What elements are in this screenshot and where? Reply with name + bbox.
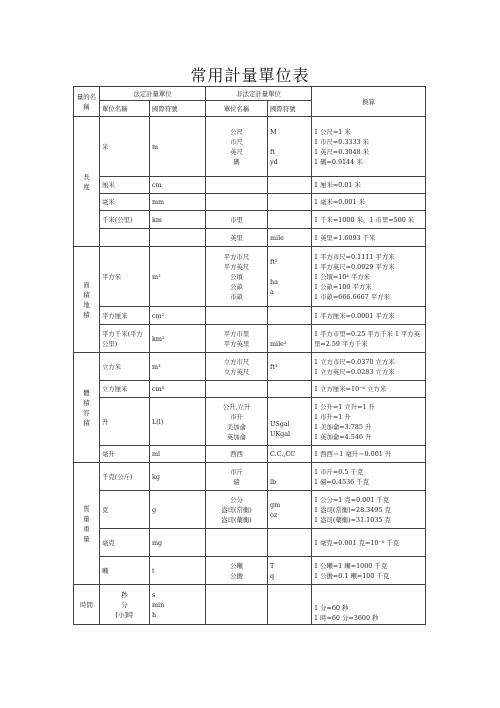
nonlegal-unit-name	[206, 529, 268, 557]
legal-unit-name: 千米(公里)	[100, 211, 150, 229]
table-row	[74, 307, 426, 325]
legal-unit-symbol	[150, 229, 206, 247]
nonlegal-unit-symbol	[268, 307, 312, 325]
nonlegal-unit-name	[206, 177, 268, 194]
header-legal-unit: 法定計量單位	[100, 87, 206, 101]
legal-unit-name: 噸	[100, 557, 150, 585]
category-area: 面積地積	[74, 247, 100, 353]
nonlegal-unit-symbol	[268, 177, 312, 194]
legal-unit-name: 平方千米(平方公里)	[100, 325, 150, 353]
header-intl-symbol-2: 國際符號	[268, 101, 312, 117]
nonlegal-unit-name: 英里	[206, 229, 268, 247]
units-table	[73, 86, 426, 625]
legal-unit-name: 毫克	[100, 529, 150, 557]
nonlegal-unit-symbol: lb	[268, 463, 312, 491]
conversion: 1 平方厘米=0.0001 平方米	[312, 307, 426, 325]
legal-unit-name: 升	[100, 398, 150, 446]
legal-unit-name: 米	[100, 117, 150, 177]
nonlegal-unit-name	[206, 381, 268, 398]
conversion: 1 平方市尺=0.1111 平方米 1 平方英尺=0.0929 平方米 1 公頃=10⁴ 平方米 1 公畝=100 平方米 1 市畝=666.6667 平方米	[312, 247, 426, 307]
table-row	[74, 325, 426, 353]
table-row	[74, 353, 426, 381]
category-length: 長度	[74, 117, 100, 247]
nonlegal-unit-symbol	[268, 211, 312, 229]
nonlegal-unit-name	[206, 585, 268, 625]
legal-unit-symbol: g	[150, 491, 206, 529]
conversion: 1 立方厘米=10⁻⁶ 立方米	[312, 381, 426, 398]
legal-unit-symbol: cm²	[150, 307, 206, 325]
legal-unit-name: 平方米	[100, 247, 150, 307]
table-row	[74, 398, 426, 446]
legal-unit-name: 厘米	[100, 177, 150, 194]
legal-unit-name: 毫升	[100, 446, 150, 463]
nonlegal-unit-name: 公尺 市尺 英尺 碼	[206, 117, 268, 177]
table-row	[74, 446, 426, 463]
legal-unit-symbol: km²	[150, 325, 206, 353]
conversion: 1 分=60 秒 1 時=60 分=3600 秒	[312, 585, 426, 625]
nonlegal-unit-symbol	[268, 585, 312, 625]
legal-unit-name: 克	[100, 491, 150, 529]
legal-unit-symbol: m²	[150, 247, 206, 307]
nonlegal-unit-name: 平方市尺 平方英尺 公頃 公畝 市畝	[206, 247, 268, 307]
legal-unit-symbol: km	[150, 211, 206, 229]
legal-unit-name	[100, 229, 150, 247]
nonlegal-unit-name: 公分 盎司(常衡) 盎司(藥衡)	[206, 491, 268, 529]
legal-unit-symbol: cm	[150, 177, 206, 194]
conversion: 1 公升=1 立升=1 升 1 市升=1 升 1 美加侖=3.785 升 1 英加侖=4.546 升	[312, 398, 426, 446]
legal-unit-symbol: s min h	[150, 585, 206, 625]
legal-unit-name: 秒 分 [小]時	[100, 585, 150, 625]
table-row	[74, 463, 426, 491]
conversion: 1 市斤=0.5 千克 1 磅=0.4536 千克	[312, 463, 426, 491]
nonlegal-unit-name: 西西	[206, 446, 268, 463]
nonlegal-unit-symbol	[268, 194, 312, 211]
nonlegal-unit-name: 公升,立升 市升 美加侖 英加侖	[206, 398, 268, 446]
nonlegal-unit-symbol: USgal UKgal	[268, 398, 312, 446]
table-row	[74, 381, 426, 398]
conversion: 1 立方市尺=0.0370 立方米 1 立方英尺=0.0283 立方米	[312, 353, 426, 381]
nonlegal-unit-name: 平方市里 平方英里	[206, 325, 268, 353]
conversion: 1 公分=1 克=0.001 千克 1 盎司(常衡)=28.3495 克 1 盎司(藥衡)=31.1035 克	[312, 491, 426, 529]
conversion: 1 厘米=0.01 米	[312, 177, 426, 194]
table-row	[74, 247, 426, 307]
conversion: 1 西西＝1 毫升＝0.001 升	[312, 446, 426, 463]
header-row	[74, 87, 426, 101]
table-row	[74, 229, 426, 247]
header-conversion: 換算	[312, 87, 426, 117]
nonlegal-unit-name: 公噸 公擔	[206, 557, 268, 585]
legal-unit-symbol: m³	[150, 353, 206, 381]
legal-unit-symbol: ml	[150, 446, 206, 463]
nonlegal-unit-symbol: ft³	[268, 353, 312, 381]
nonlegal-unit-symbol: C.C.,CC	[268, 446, 312, 463]
category-time: 時間	[74, 585, 100, 625]
nonlegal-unit-name	[206, 194, 268, 211]
nonlegal-unit-name: 立方市尺 立方英尺	[206, 353, 268, 381]
nonlegal-unit-symbol: T q	[268, 557, 312, 585]
table-row	[74, 117, 426, 177]
conversion: 1 英里=1.6093 千米	[312, 229, 426, 247]
header-quantity-name: 量的名稱	[74, 87, 100, 117]
legal-unit-symbol: m	[150, 117, 206, 177]
conversion: 1 公噸=1 噸=1000 千克 1 公擔=0.1 噸=100 千克	[312, 557, 426, 585]
header-unit-name-2: 單位名稱	[206, 101, 268, 117]
conversion: 1 毫克=0.001 克=10⁻⁶ 千克	[312, 529, 426, 557]
nonlegal-unit-symbol: M ft yd	[268, 117, 312, 177]
nonlegal-unit-symbol	[268, 381, 312, 398]
table-row	[74, 211, 426, 229]
page-title: 常用計量單位表	[190, 66, 310, 85]
legal-unit-symbol: t	[150, 557, 206, 585]
conversion: 1 平方市里=0.25 平方千米 1 平方英里=2.59 平方千米	[312, 325, 426, 353]
nonlegal-unit-name: 市斤 磅	[206, 463, 268, 491]
table-row	[74, 177, 426, 194]
nonlegal-unit-name: 市里	[206, 211, 268, 229]
category-volume: 體積容積	[74, 353, 100, 463]
nonlegal-unit-symbol: gm oz	[268, 491, 312, 529]
table-row	[74, 194, 426, 211]
legal-unit-name: 毫米	[100, 194, 150, 211]
conversion: 1 千米=1000 米，1 市里=500 米	[312, 211, 426, 229]
category-mass: 質量重量	[74, 463, 100, 585]
nonlegal-unit-symbol: mile²	[268, 325, 312, 353]
nonlegal-unit-symbol: mile	[268, 229, 312, 247]
conversion: 1 公尺=1 米 1 市尺=0.3333 米 1 英尺=0.3048 米 1 碼=0.9144 米	[312, 117, 426, 177]
table-row	[74, 529, 426, 557]
legal-unit-name: 平方厘米	[100, 307, 150, 325]
nonlegal-unit-symbol: ft² ha a	[268, 247, 312, 307]
header-unit-name: 單位名稱	[100, 101, 150, 117]
legal-unit-symbol: kg	[150, 463, 206, 491]
legal-unit-symbol: cm³	[150, 381, 206, 398]
legal-unit-name: 立方米	[100, 353, 150, 381]
table-row	[74, 585, 426, 625]
table-row	[74, 491, 426, 529]
header-intl-symbol: 國際符號	[150, 101, 206, 117]
nonlegal-unit-name	[206, 307, 268, 325]
legal-unit-name: 千克(公斤)	[100, 463, 150, 491]
header-nonlegal-unit: 非法定計量單位	[206, 87, 312, 101]
legal-unit-symbol: L(l)	[150, 398, 206, 446]
legal-unit-symbol: mm	[150, 194, 206, 211]
legal-unit-name: 立方厘米	[100, 381, 150, 398]
conversion: 1 毫米=0.001 米	[312, 194, 426, 211]
nonlegal-unit-symbol	[268, 529, 312, 557]
table-row	[74, 557, 426, 585]
legal-unit-symbol: mg	[150, 529, 206, 557]
